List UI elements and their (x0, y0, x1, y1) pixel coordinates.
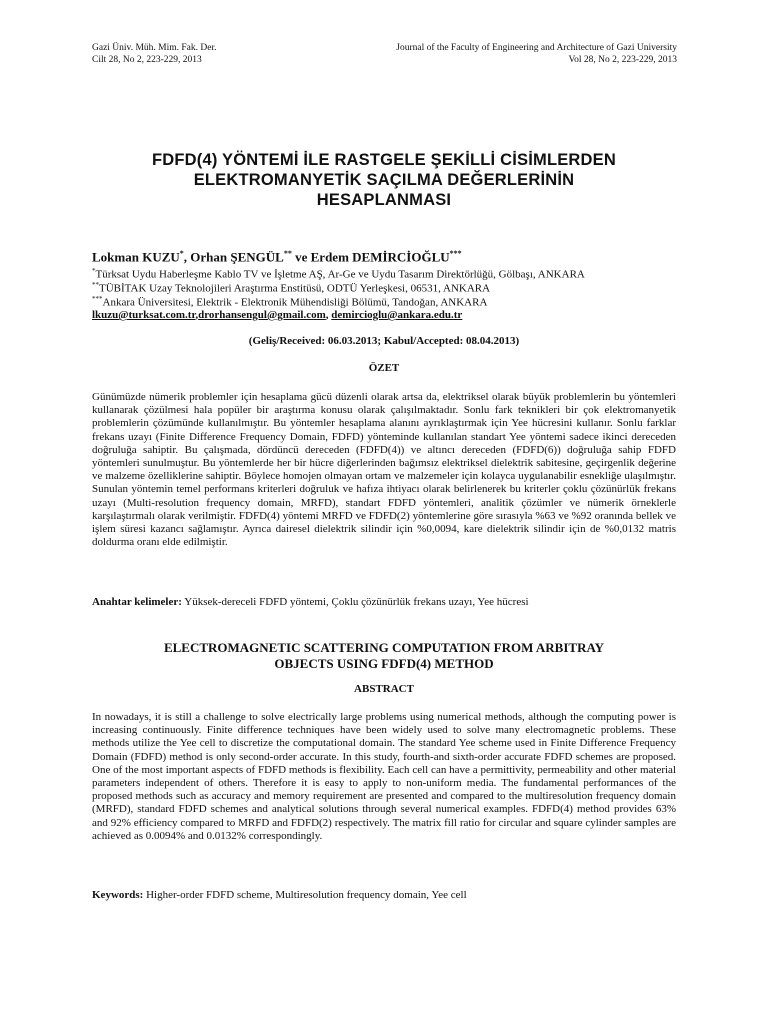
affiliation-mark: * (92, 267, 96, 275)
header-volume-tr: Cilt 28, No 2, 223-229, 2013 (92, 55, 202, 65)
journal-header-tr (92, 42, 216, 66)
affiliation-mark: ** (92, 281, 99, 289)
email-separator: , (195, 309, 199, 321)
english-title-line-1: ELECTROMAGNETIC SCATTERING COMPUTATION FROM ARBITRAY (163, 640, 605, 655)
title-line-1: FDFD(4) YÖNTEMİ İLE RASTGELE ŞEKİLLİ CİSİMLERDEN (152, 151, 616, 169)
author-3-mark: *** (449, 249, 462, 258)
ozet-heading: ÖZET (368, 362, 400, 374)
keywords-tr (92, 596, 676, 609)
email-link-2[interactable]: drorhansengul@gmail.com (198, 309, 326, 321)
author-1-mark: * (179, 249, 184, 258)
author-list (92, 246, 692, 265)
affiliation-text: TÜBİTAK Uzay Teknolojileri Araştırma Enstitüsü, ODTÜ Yerleşkesi, 06531, ANKARA (99, 282, 491, 295)
email-separator: , (325, 309, 332, 321)
email-list (92, 308, 692, 322)
keywords-tr-label: Anahtar kelimeler: (92, 596, 182, 608)
affiliation-mark: *** (92, 295, 103, 303)
received-accepted-dates: (Geliş/Received: 06.03.2013; Kabul/Accepted: 08.04.2013) (248, 335, 520, 347)
author-1: Lokman KUZU (92, 249, 180, 265)
author-2: Orhan ŞENGÜL (190, 249, 284, 265)
author-separator: , (183, 249, 191, 265)
header-journal-name-tr: Gazi Üniv. Müh. Mim. Fak. Der. (92, 43, 217, 53)
english-title (92, 640, 676, 672)
title-line-2: ELEKTROMANYETİK SAÇILMA DEĞERLERİNİN (193, 171, 575, 189)
affiliation-text: Türksat Uydu Haberleşme Kablo TV ve İşletme AŞ, Ar-Ge ve Uydu Tasarım Direktörlüğü, Gölbaşı, ANKARA (95, 268, 585, 281)
author-separator: ve (291, 249, 311, 265)
keywords-tr-text: Yüksek-dereceli FDFD yöntemi, Çoklu çözünürlük frekans uzayı, Yee hücresi (181, 596, 529, 608)
affiliation-text: Ankara Üniversitesi, Elektrik - Elektronik Mühendisliği Bölümü, Tandoğan, ANKARA (102, 296, 488, 309)
keywords-en-label: Keywords: (92, 889, 144, 901)
email-link-3[interactable]: demircioglu@ankara.edu.tr (331, 309, 463, 321)
abstract-body: In nowadays, it is still a challenge to solve electrically large problems using numerical methods, although the computing power is increasing continuously. Finite difference techniques have been widely used to solve many electromagnetic problems. These methods utilize the Yee cell to discretize the computational domain. The standard Yee scheme used in Finite Difference Frequency Domain (FDFD) method is only second-order accurate. In this study, fourth-and sixth-order accurate FDFD schemes are proposed. One of the most important aspects of FDFD methods is flexibility. Each cell can have a permittivity, permeability and other material parameters independent of others. Therefore it is easy to apply to non-uniform media. The fundamental performances of the proposed methods such as accuracy and memory requirement are presented and compared to the multiresolution frequency domain (MRFD), standard FDFD schemes and analytical solutions through several numerical examples. FDFD(4) method provides 63% and 92% efficiency compared to MRFD and FDFD(2) respectively. The matrix fill ratio for circular and square cylinder samples are achieved as 0.0094% and 0.0132% correspondingly. (92, 711, 676, 842)
keywords-en-text: Higher-order FDFD scheme, Multiresolution frequency domain, Yee cell (143, 889, 467, 901)
paper-title (60, 150, 708, 210)
author-3: Erdem DEMİRCİOĞLU (310, 249, 450, 265)
abstract-heading: ABSTRACT (354, 683, 414, 695)
keywords-en (92, 889, 676, 902)
header-volume-en: Vol 28, No 2, 223-229, 2013 (568, 55, 677, 65)
author-2-mark: ** (283, 249, 292, 258)
header-journal-name-en: Journal of the Faculty of Engineering and Architecture of Gazi University (396, 43, 677, 53)
title-line-3: HESAPLANMASI (316, 191, 452, 209)
journal-header-en (396, 42, 677, 66)
affiliation-3 (92, 292, 692, 310)
email-link-1[interactable]: lkuzu@turksat.com.tr (92, 309, 196, 321)
ozet-body: Günümüzde nümerik problemler için hesaplama gücü düzenli olarak artsa da, elektriksel olarak büyük problemlerin bu yöntemleri kullanarak çözülmesi hala popüler bir araştırma konusu olarak çalışılmaktadır. Sonlu fark teknikleri bir çok elektromanyetik problemlerin çözümünde kullanılmıştır. Bu yöntemler hesaplama alanını ayrıklaştırmak için Yee hücresini kullanır. Sonlu farklar frekans uzayı (Finite Difference Frequency Domain, FDFD) yönteminde kullanılan standart Yee yöntemi sadece ikinci dereceden doğruluğa sahiptir. Bu çalışmada, dördüncü dereceden (FDFD(4)) ve altıncı dereceden (FDFD(6)) doğruluğa sahip FDFD yöntemleri sunulmuştur. Bu yöntemlerde her bir hücre diğerlerinden bağımsız elektriksel dielektrik sabitesine, geçirgenlik değerine ve malzeme özelliklerine sahiptir. Böylece homojen olmayan ortam ve malzemeler için kolayca uygulanabilir esnekliğe ulaşılmıştır. Sunulan yöntemin temel performans kriterleri doğruluk ve hafıza ihtiyacı olarak belirlenerek bu kriterler çoklu çözünürlük frekans uzayı (Multi-resolution frequency domain, MRFD), standart FDFD yöntemleri, analitik çözümler ve nümerik örneklerle karşılaştırmalı olarak verilmiştir. FDFD(4) yöntemi MRFD ve FDFD(2) yöntemlerine göre sırasıyla %63 ve %92 oranında bellek ve işlem süresi kazancı sağlamıştır. Ayrıca dairesel dielektrik silindir için %0,0094, kare dielektrik silindir için de %0,0132 matris doldurma oranı elde edilmiştir. (92, 391, 676, 549)
english-title-line-2: OBJECTS USING FDFD(4) METHOD (274, 656, 494, 671)
